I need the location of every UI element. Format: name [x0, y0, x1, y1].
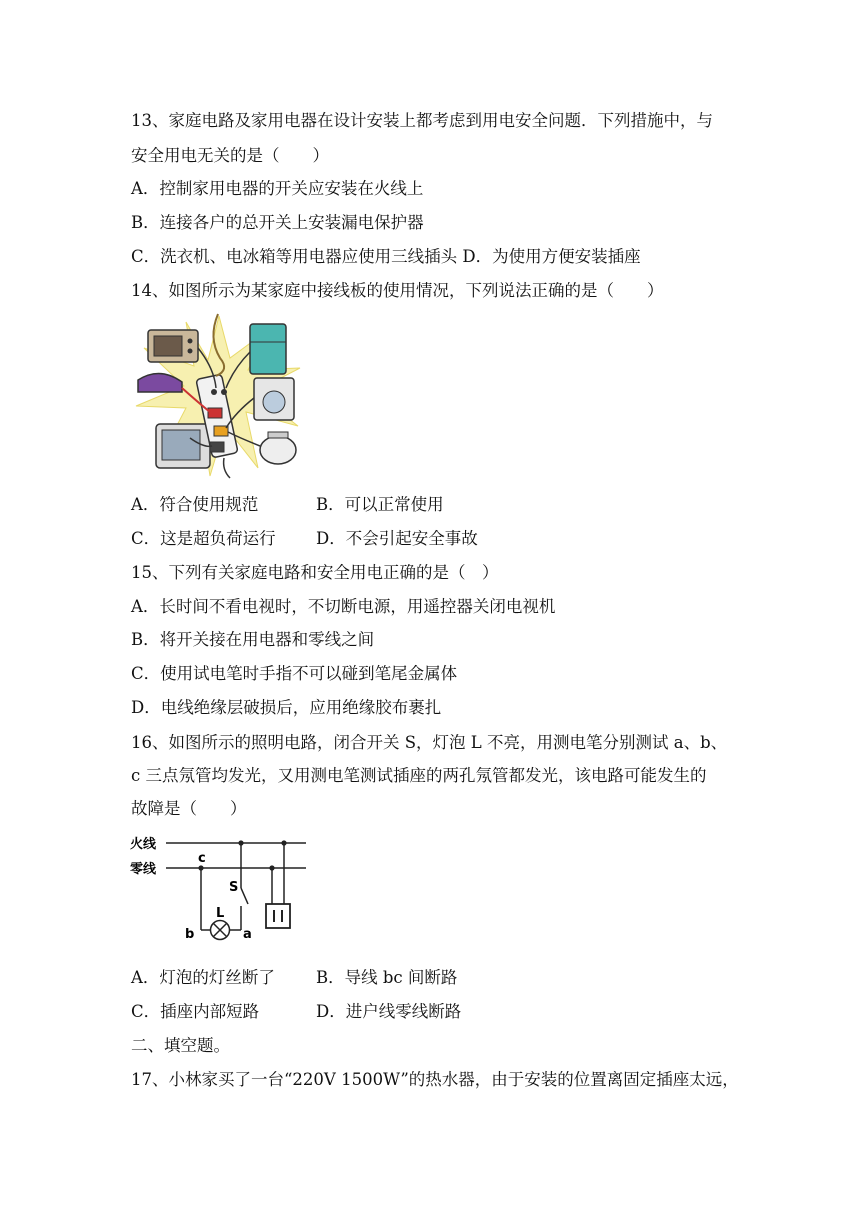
q16-option-c: C．插座内部短路: [131, 1002, 260, 1021]
section-heading-fill-in: 二、填空题。: [131, 1036, 230, 1055]
neutral-wire-label: 零线: [130, 862, 157, 877]
q13-stem-line2: 安全用电无关的是（ ）: [131, 146, 329, 165]
q14-option-a: A．符合使用规范: [131, 495, 259, 514]
q13-option-a: A．控制家用电器的开关应安装在火线上: [131, 179, 424, 198]
lighting-circuit-diagram: [130, 830, 310, 948]
q14-option-c: C．这是超负荷运行: [131, 529, 276, 548]
q15-option-c: C．使用试电笔时手指不可以碰到笔尾金属体: [131, 664, 458, 683]
q15-option-a: A．长时间不看电视时，不切断电源，用遥控器关闭电视机: [131, 597, 556, 616]
q16-stem-line1: 16、如图所示的照明电路，闭合开关 S，灯泡 L 不亮，用测电笔分别测试 a、b、: [131, 733, 728, 752]
q16-option-a: A．灯泡的灯丝断了: [131, 968, 275, 987]
q14-option-b: B．可以正常使用: [316, 495, 444, 514]
overloaded-power-strip-illustration: [130, 308, 308, 482]
point-c-label: c: [198, 851, 206, 866]
q14-stem: 14、如图所示为某家庭中接线板的使用情况，下列说法正确的是（ ）: [131, 281, 664, 300]
point-a-label: a: [243, 927, 252, 942]
q13-option-cd: C．洗衣机、电冰箱等用电器应使用三线插头 D．为使用方便安装插座: [131, 247, 641, 266]
point-b-label: b: [185, 927, 195, 942]
switch-s-label: S: [229, 880, 239, 895]
lamp-l-label: L: [216, 906, 225, 921]
power-strip-drawing: [130, 308, 308, 482]
q13-option-b: B．连接各户的总开关上安装漏电保护器: [131, 213, 424, 232]
q16-option-d: D．进户线零线断路: [316, 1002, 462, 1021]
q16-option-b: B．导线 bc 间断路: [316, 968, 458, 987]
q17-stem-line1: 17、小林家买了一台“220V 1500W”的热水器，由于安装的位置离固定插座太远，: [131, 1070, 739, 1089]
circuit-drawing: [130, 830, 310, 948]
q16-stem-line3: 故障是（ ）: [131, 799, 247, 818]
live-wire-label: 火线: [130, 837, 157, 852]
q13-stem-line1: 13、家庭电路及家用电器在设计安装上都考虑到用电安全问题．下列措施中，与: [131, 111, 713, 130]
q16-stem-line2: c 三点氖管均发光，又用测电笔测试插座的两孔氖管都发光，该电路可能发生的: [131, 766, 707, 785]
q15-stem: 15、下列有关家庭电路和安全用电正确的是（ ）: [131, 563, 499, 582]
q15-option-d: D．电线绝缘层破损后，应用绝缘胶布裹扎: [131, 698, 442, 717]
q14-option-d: D．不会引起安全事故: [316, 529, 478, 548]
q15-option-b: B．将开关接在用电器和零线之间: [131, 630, 375, 649]
